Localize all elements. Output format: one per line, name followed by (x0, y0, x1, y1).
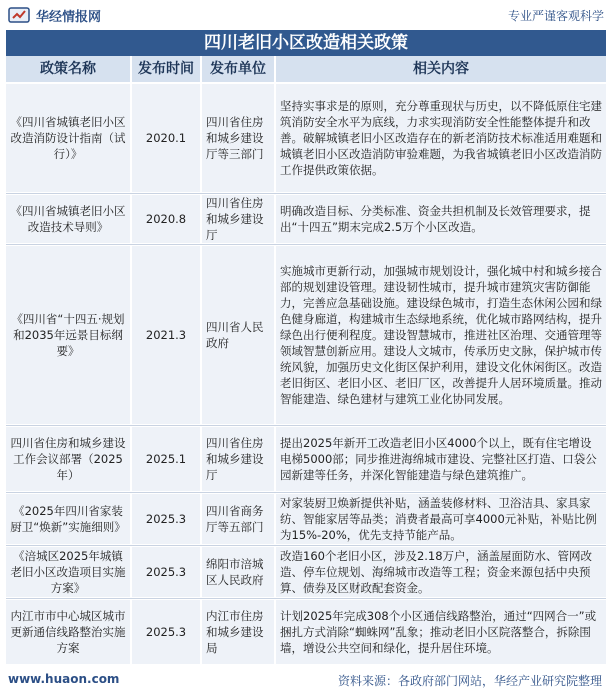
brand-slogan: 专业严谨客观科学 (507, 9, 604, 23)
policy-unit: 四川省住房和城乡建设厅 (202, 427, 274, 491)
policy-date: 2020.1 (132, 84, 200, 192)
policy-unit: 绵阳市涪城区人民政府 (202, 547, 274, 597)
row-divider (6, 193, 606, 194)
policy-name: 《四川省城镇老旧小区改造消防设计指南（试行）》 (6, 84, 130, 192)
website-url: www.huaon.com (8, 672, 120, 686)
policy-name: 《四川省“十四五·规划和2035年远景目标纲要》 (6, 246, 130, 424)
table-row (6, 494, 606, 544)
policy-content: 实施城市更新行动，加强城市规划设计，强化城中村和城乡接合部的规划建设管理。建设韧性城市，提升城市建筑灾害防御能力，完善应急基础设施。建设绿色城市，打造生态休闲公园和绿色健身廊道，构建城市生态绿地系统，优化城市路网结构，提升绿色出行便利程度。建设智慧城市，推进社区治理、交通管理等领域智慧创新应用。建设人文城市，传承历史文脉，保护城市传统风貌，加强历史文化街区保护利用，建设文化休闲街区。改造老旧街区、老旧小区、老旧厂区，改善提升人居环境质量。推动智能建造、绿色建材与建筑工业化协同发展。 (276, 246, 606, 424)
table-row (6, 84, 606, 192)
brand-name: 华经情报网 (36, 10, 102, 25)
policy-content: 提出2025年新开工改造老旧小区4000个以上，既有住宅增设电梯5000部；同步推进海绵城市建设、完整社区打造、口袋公园新建等任务，并深化智能建造与绿色建筑推广。 (276, 427, 606, 491)
policy-unit: 四川省人民政府 (202, 246, 274, 424)
column-header-date: 发布时间 (132, 56, 200, 82)
brand-logo-icon (8, 6, 30, 24)
table-row (6, 547, 606, 597)
row-divider (6, 244, 606, 245)
row-divider (6, 545, 606, 546)
policy-name: 《涪城区2025年城镇老旧小区改造项目实施方案》 (6, 547, 130, 597)
policy-content: 坚持实事求是的原则，充分尊重现状与历史，以不降低原住宅建筑消防安全水平为底线，力求实现消防安全性能整体提升和改善。破解城镇老旧小区改造存在的新老消防技术标准适用难题和城镇老旧小区改造消防审验难题，为我省城镇老旧小区改造消防工作提供政策依据。 (276, 84, 606, 192)
data-source-note: 资料来源：各政府部门网站，华经产业研究院整理 (337, 674, 602, 688)
policy-date: 2025.1 (132, 427, 200, 491)
row-divider (6, 598, 606, 599)
policy-content: 改造160个老旧小区，涉及2.18万户，涵盖屋面防水、管网改造、停车位规划、海绵城市改造等工程；资金来源包括中央预算、债券及区财政配套资金。 (276, 547, 606, 597)
policy-date: 2025.3 (132, 547, 200, 597)
policy-date: 2025.3 (132, 494, 200, 544)
footer (0, 664, 612, 695)
table-row (6, 427, 606, 491)
row-divider (6, 425, 606, 426)
policy-unit: 四川省住房和城乡建设厅等三部门 (202, 84, 274, 192)
policy-content: 对家装厨卫焕新提供补贴，涵盖装修材料、卫浴洁具、家具家纺、智能家居等品类；消费者最高可享4000元补贴，补贴比例为15%-20%，优先支持节能产品。 (276, 494, 606, 544)
policy-unit: 内江市住房和城乡建设局 (202, 600, 274, 664)
policy-name: 《四川省城镇老旧小区改造技术导则》 (6, 195, 130, 243)
policy-name: 内江市市中心城区城市更新通信线路整治实施方案 (6, 600, 130, 664)
policy-unit: 四川省商务厅等五部门 (202, 494, 274, 544)
row-divider (6, 492, 606, 493)
policy-content: 明确改造目标、分类标准、资金共担机制及长效管理要求，提出“十四五”期末完成2.5万个小区改造。 (276, 195, 606, 243)
policy-name: 《2025年四川省家装厨卫“焕新”实施细则》 (6, 494, 130, 544)
policy-date: 2020.8 (132, 195, 200, 243)
column-header-content: 相关内容 (276, 56, 606, 82)
table-row (6, 600, 606, 664)
table-row (6, 246, 606, 424)
page-title: 四川老旧小区改造相关政策 (6, 30, 606, 56)
policy-date: 2025.3 (132, 600, 200, 664)
top-bar (0, 0, 612, 30)
column-header-unit: 发布单位 (202, 56, 274, 82)
policy-date: 2021.3 (132, 246, 200, 424)
policy-content: 计划2025年完成308个小区通信线路整治，通过“四网合一”或捆扎方式消除“蜘蛛网”乱象；推动老旧小区院落整合，拆除围墙，增设公共空间和绿化，提升居住环境。 (276, 600, 606, 664)
policy-unit: 四川省住房和城乡建设厅 (202, 195, 274, 243)
policy-name: 四川省住房和城乡建设工作会议部署（2025年） (6, 427, 130, 491)
column-header-name: 政策名称 (6, 56, 130, 82)
table-row (6, 195, 606, 243)
